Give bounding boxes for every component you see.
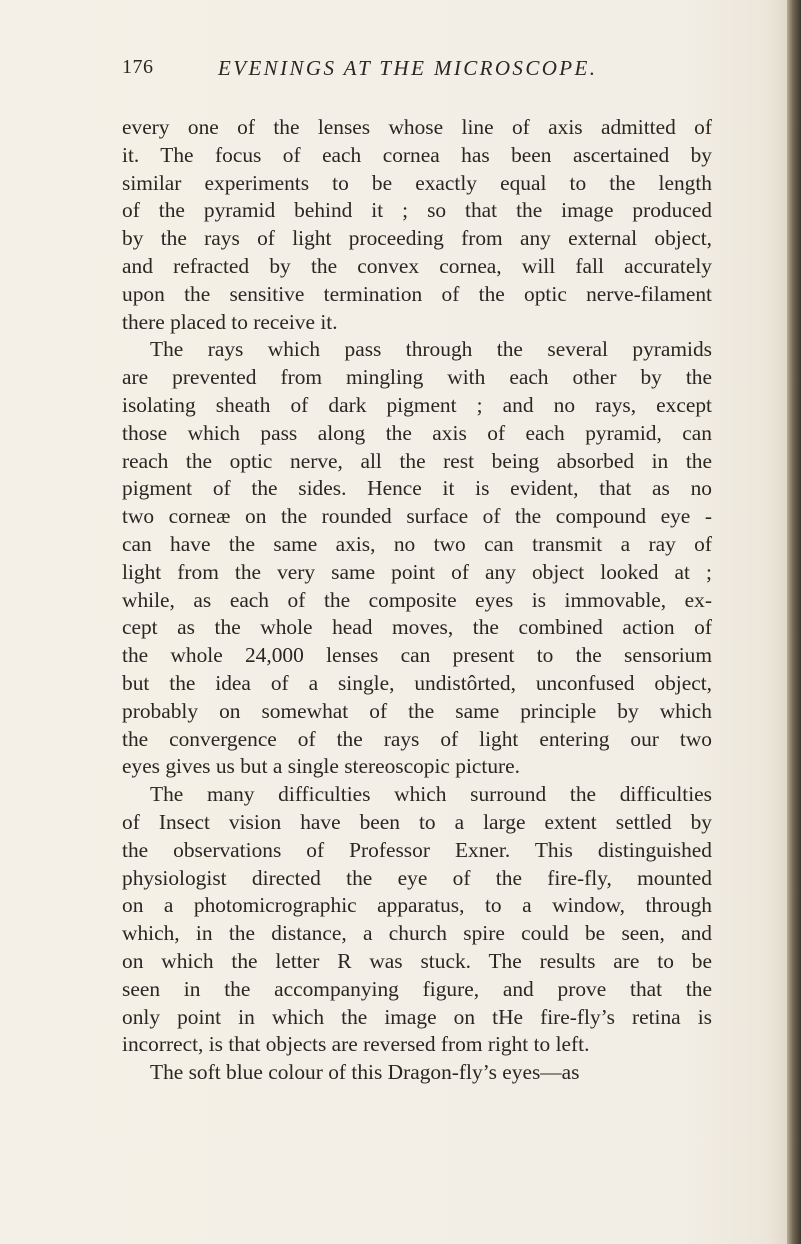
text-line: two corneæ on the rounded surface of the compound eye - [122,504,712,529]
text-line: on a photomicrographic apparatus, to a window, through [122,893,712,918]
text-line: physiologist directed the eye of the fire-fly, mounted [122,865,712,890]
text-line: are prevented from mingling with each other by the [122,365,712,390]
page-spine-edge [787,0,801,1244]
text-line: incorrect, is that objects are reversed from right to left. [122,1032,590,1057]
text-line: seen in the accompanying figure, and prove that the [122,976,712,1001]
text-line: cept as the whole head moves, the combined action of [122,615,712,640]
text-line: The soft blue colour of this Dragon-fly’s eyes—as [150,1060,580,1085]
text-line: the convergence of the rays of light entering our two [122,726,712,751]
text-line: and refracted by the convex cornea, will fall accurately [122,253,712,278]
text-line: it. The focus of each cornea has been ascertained by [122,142,712,167]
text-line: which, in the distance, a church spire could be seen, and [122,921,712,946]
text-line: eyes gives us but a single stereoscopic picture. [122,754,520,779]
text-line: of Insect vision have been to a large extent settled by [122,809,712,834]
text-line: the whole 24,000 lenses can present to the sensorium [122,643,712,668]
text-line: on which the letter R was stuck. The results are to be [122,948,712,973]
text-line: while, as each of the composite eyes is immovable, ex- [122,587,712,612]
text-line: probably on somewhat of the same principle by which [122,698,712,723]
text-line: only point in which the image on tHe fire-fly’s retina is [122,1004,712,1029]
text-line: but the idea of a single, undistôrted, unconfused object, [122,670,712,695]
text-line: light from the very same point of any object looked at ; [122,559,712,584]
page-number: 176 [122,56,154,78]
text-line: by the rays of light proceeding from any external object, [122,226,712,251]
text-line: pigment of the sides. Hence it is evident, that as no [122,476,712,501]
text-line: of the pyramid behind it ; so that the image produced [122,198,712,223]
text-line: there placed to receive it. [122,309,338,334]
text-line: can have the same axis, no two can transmit a ray of [122,531,712,556]
text-line: isolating sheath of dark pigment ; and no rays, except [122,392,712,417]
text-line: similar experiments to be exactly equal to the length [122,170,712,195]
text-line: reach the optic nerve, all the rest being absorbed in the [122,448,712,473]
text-line: every one of the lenses whose line of axis admitted of [122,115,712,139]
text-line: the observations of Professor Exner. This distinguished [122,837,712,862]
body-text [122,114,712,1087]
text-line: The rays which pass through the several pyramids [150,337,712,362]
text-line: The many difficulties which surround the difficulties [150,782,712,807]
text-line: those which pass along the axis of each pyramid, can [122,420,712,445]
running-head: EVENINGS AT THE MICROSCOPE. [218,56,598,80]
page-header [0,56,801,90]
text-line: upon the sensitive termination of the optic nerve-filament [122,281,712,306]
